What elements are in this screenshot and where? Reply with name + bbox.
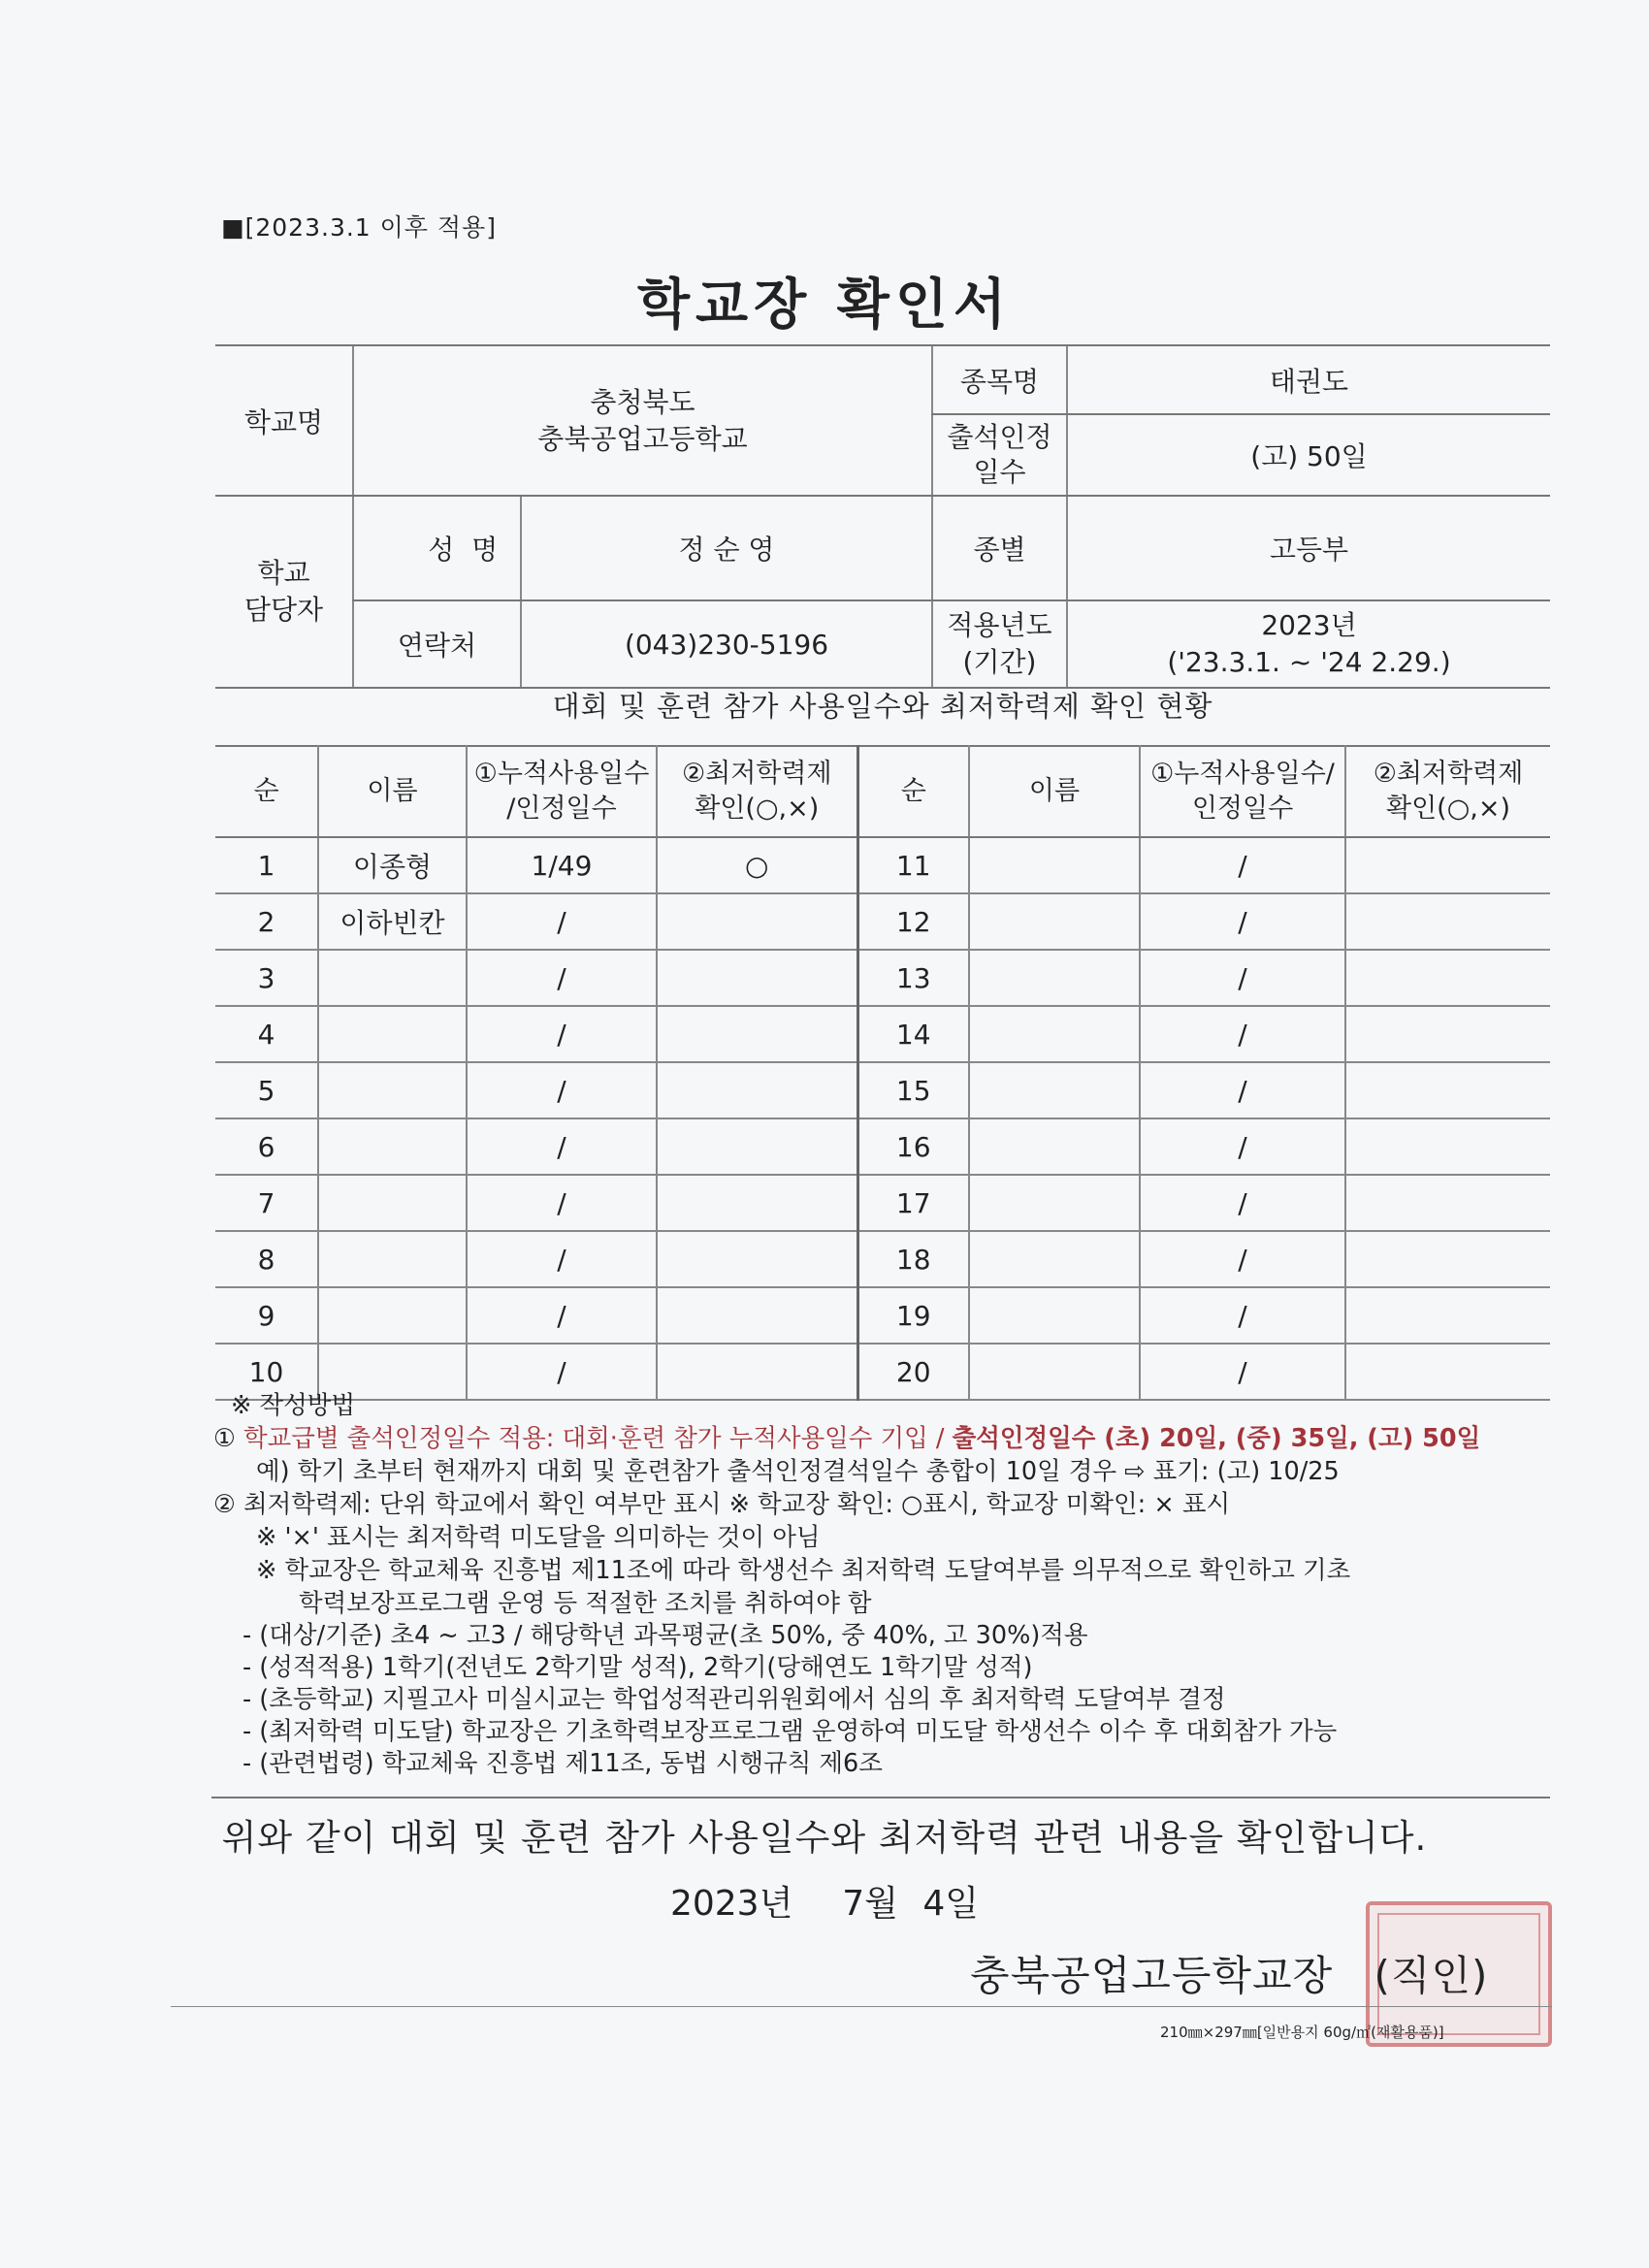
row-check-right — [1345, 1006, 1550, 1062]
info-table — [215, 346, 1550, 689]
row-no-right: 15 — [857, 1062, 969, 1118]
row-days-left: / — [467, 1175, 657, 1231]
document-tag: ■[2023.3.1 이후 적용] — [221, 213, 497, 242]
footer-rule — [171, 2006, 1552, 2007]
header-days-right-2: 인정일수 — [1191, 794, 1294, 824]
note-detail-5: - (관련법령) 학교체육 진흥법 제11조, 동법 시행규칙 제6조 — [242, 1749, 883, 1778]
class-label: 종별 — [973, 534, 1026, 566]
row-no-right: 18 — [857, 1231, 969, 1287]
header-no-right: 순 — [857, 746, 969, 837]
row-no-left: 3 — [215, 950, 318, 1006]
row-name-right — [969, 1062, 1140, 1118]
note-2: ② 최저학력제: 단위 학교에서 확인 여부만 표시 ※ 학교장 확인: ○표시, 학교장 미확인: × 표시 — [213, 1490, 1231, 1519]
seal-label: (직인) — [1374, 1952, 1489, 1999]
attend-label-1: 출석인정 — [947, 421, 1052, 453]
attend-value-cell — [1067, 414, 1550, 496]
class-value: 고등부 — [1269, 534, 1349, 566]
contact-label: 연락처 — [397, 630, 477, 662]
row-no-left: 4 — [215, 1006, 318, 1062]
row-days-right: / — [1140, 1175, 1345, 1231]
row-name-right — [969, 1175, 1140, 1231]
year-label-2: (기간) — [962, 646, 1037, 678]
row-no-right: 12 — [857, 893, 969, 950]
attend-label-2: 일수 — [973, 456, 1026, 488]
table-row — [215, 1287, 1550, 1344]
sport-value: 태권도 — [1269, 365, 1349, 398]
name-value-cell — [521, 496, 932, 600]
header-days-left-2: /인정일수 — [506, 794, 617, 824]
row-days-right: / — [1140, 1287, 1345, 1344]
school-region: 충청북도 — [590, 385, 695, 418]
row-days-left: 1/49 — [467, 837, 657, 893]
note-detail-1: - (대상/기준) 초4 ~ 고3 / 해당학년 과목평균(초 50%, 중 40%, 고 30%)적용 — [242, 1621, 1088, 1650]
row-days-left: / — [467, 1118, 657, 1175]
contact-value-cell — [521, 600, 932, 688]
attend-label-cell — [932, 414, 1067, 496]
row-name-right — [969, 950, 1140, 1006]
row-no-left: 1 — [215, 837, 318, 893]
sport-label-cell — [932, 346, 1067, 414]
row-name-left — [318, 1006, 467, 1062]
table-row — [215, 1175, 1550, 1231]
note-1-text: 학교급별 출석인정일수 적용: 대회·훈련 참가 누적사용일수 기입 / — [242, 1424, 945, 1453]
header-name-left: 이름 — [318, 746, 467, 837]
row-check-right — [1345, 893, 1550, 950]
row-name-left: 이하빈칸 — [318, 893, 467, 950]
header-days-left-1: ①누적사용일수 — [473, 758, 650, 789]
attend-value: (고) 50일 — [1250, 440, 1368, 472]
row-days-left: / — [467, 950, 657, 1006]
row-no-left: 8 — [215, 1231, 318, 1287]
row-check-left — [657, 1062, 857, 1118]
manager-label-cell — [215, 496, 353, 688]
school-label-cell — [215, 346, 353, 496]
row-name-right — [969, 893, 1140, 950]
row-check-right — [1345, 1231, 1550, 1287]
header-name-right: 이름 — [969, 746, 1140, 837]
name-label-cell — [353, 496, 521, 600]
confirm-statement: 위와 같이 대회 및 훈련 참가 사용일수와 최저학력 관련 내용을 확인합니다. — [221, 1817, 1428, 1859]
notes-bottom-rule — [211, 1797, 1550, 1798]
issue-date: 2023년 7월 4일 — [669, 1884, 980, 1924]
row-check-left — [657, 1118, 857, 1175]
row-no-left: 7 — [215, 1175, 318, 1231]
sport-value-cell — [1067, 346, 1550, 414]
table-row — [215, 950, 1550, 1006]
header-days-right — [1140, 746, 1345, 837]
table-row — [215, 893, 1550, 950]
note-1 — [213, 1422, 1571, 1455]
row-days-right: / — [1140, 837, 1345, 893]
row-check-right — [1345, 950, 1550, 1006]
row-check-right — [1345, 1118, 1550, 1175]
row-no-left: 5 — [215, 1062, 318, 1118]
row-days-right: / — [1140, 1344, 1345, 1400]
row-name-left — [318, 1231, 467, 1287]
year-value-1: 2023년 — [1261, 609, 1357, 641]
attendance-header-row — [215, 746, 1550, 837]
table-row — [215, 837, 1550, 893]
row-name-right — [969, 837, 1140, 893]
row-check-left — [657, 1006, 857, 1062]
row-name-left — [318, 1175, 467, 1231]
year-value-cell — [1067, 600, 1550, 688]
manager-label-1: 학교 — [257, 557, 310, 589]
notes-section — [213, 1389, 1571, 1780]
row-no-right: 16 — [857, 1118, 969, 1175]
row-days-right: / — [1140, 1231, 1345, 1287]
row-days-left: / — [467, 1287, 657, 1344]
row-check-left — [657, 950, 857, 1006]
table-row — [215, 1231, 1550, 1287]
row-days-left: / — [467, 1231, 657, 1287]
row-no-left: 10 — [215, 1344, 318, 1400]
row-no-right: 11 — [857, 837, 969, 893]
contact-value: (043)230-5196 — [624, 628, 829, 661]
header-check-left-2: 확인(○,×) — [695, 794, 820, 824]
notes-heading: ※ 작성방법 — [231, 1391, 356, 1420]
header-check-left — [657, 746, 857, 837]
attendance-table — [215, 745, 1550, 1401]
header-check-left-1: ②최저학력제 — [681, 758, 832, 789]
row-no-right: 14 — [857, 1006, 969, 1062]
row-name-left — [318, 950, 467, 1006]
row-days-right: / — [1140, 1062, 1345, 1118]
year-label-cell — [932, 600, 1067, 688]
note-detail-2: - (성적적용) 1학기(전년도 2학기말 성적), 2학기(당해연도 1학기말 성적) — [242, 1653, 1033, 1682]
row-check-left — [657, 1175, 857, 1231]
row-check-left — [657, 1231, 857, 1287]
row-days-left: / — [467, 1062, 657, 1118]
row-days-left: / — [467, 1344, 657, 1400]
page-title: 학교장 확인서 — [636, 274, 1013, 337]
sport-label: 종목명 — [959, 365, 1040, 398]
row-days-right: / — [1140, 893, 1345, 950]
row-name-left: 이종형 — [318, 837, 467, 893]
principal-signature — [970, 1944, 1488, 2002]
note-detail-4: - (최저학력 미도달) 학교장은 기초학력보장프로그램 운영하여 미도달 학생선수 이수 후 대회참가 가능 — [242, 1717, 1338, 1746]
row-check-right — [1345, 1287, 1550, 1344]
row-name-left — [318, 1062, 467, 1118]
table-row — [215, 1006, 1550, 1062]
table-row — [215, 1118, 1550, 1175]
row-no-right: 13 — [857, 950, 969, 1006]
row-days-right: / — [1140, 1006, 1345, 1062]
manager-label-2: 담당자 — [243, 594, 324, 626]
note-1-bold: 출석인정일수 (초) 20일, (중) 35일, (고) 50일 — [952, 1424, 1481, 1453]
header-no-left: 순 — [215, 746, 318, 837]
table-row — [215, 1062, 1550, 1118]
row-no-left: 2 — [215, 893, 318, 950]
row-no-right: 17 — [857, 1175, 969, 1231]
row-check-left: ○ — [657, 837, 857, 893]
year-label-1: 적용년도 — [947, 609, 1052, 641]
row-name-right — [969, 1287, 1140, 1344]
paper-spec: 210㎜×297㎜[일반용지 60g/㎡(재활용품)] — [1160, 2024, 1444, 2041]
row-name-right — [969, 1006, 1140, 1062]
header-days-left — [467, 746, 657, 837]
row-days-left: / — [467, 893, 657, 950]
row-check-left — [657, 893, 857, 950]
row-name-left — [318, 1287, 467, 1344]
principal-name: 충북공업고등학교장 — [970, 1952, 1334, 1999]
year-value-2: ('23.3.1. ~ '24 2.29.) — [1167, 646, 1451, 678]
class-label-cell — [932, 496, 1067, 600]
note-2-sub2b: 학력보장프로그램 운영 등 적절한 조치를 취하여야 함 — [299, 1589, 872, 1618]
row-no-right: 20 — [857, 1344, 969, 1400]
row-check-right — [1345, 1062, 1550, 1118]
note-2-sub2a: ※ 학교장은 학교체육 진흥법 제11조에 따라 학생선수 최저학력 도달여부를 의무적으로 확인하고 기초 — [256, 1556, 1351, 1585]
row-check-right — [1345, 837, 1550, 893]
row-days-right: / — [1140, 950, 1345, 1006]
header-check-right-1: ②최저학력제 — [1373, 758, 1524, 789]
class-value-cell — [1067, 496, 1550, 600]
name-value: 정 순 영 — [678, 534, 775, 566]
school-label: 학교명 — [243, 405, 324, 438]
row-name-right — [969, 1118, 1140, 1175]
header-check-right — [1345, 746, 1550, 837]
row-no-left: 6 — [215, 1118, 318, 1175]
header-days-right-1: ①누적사용일수/ — [1150, 758, 1335, 789]
header-check-right-2: 확인(○,×) — [1386, 794, 1510, 824]
name-label: 성 명 — [428, 534, 499, 566]
row-no-right: 19 — [857, 1287, 969, 1344]
row-name-left — [318, 1118, 467, 1175]
section-title: 대회 및 훈련 참가 사용일수와 최저학력제 확인 현황 — [552, 690, 1213, 723]
note-detail-3: - (초등학교) 지필고사 미실시교는 학업성적관리위원회에서 심의 후 최저학력 도달여부 결정 — [242, 1685, 1226, 1714]
row-days-right: / — [1140, 1118, 1345, 1175]
row-days-left: / — [467, 1006, 657, 1062]
school-name: 충북공업고등학교 — [537, 422, 748, 455]
row-no-left: 9 — [215, 1287, 318, 1344]
row-check-right — [1345, 1175, 1550, 1231]
note-2-sub1: ※ '×' 표시는 최저학력 미도달을 의미하는 것이 아님 — [256, 1523, 821, 1552]
row-name-right — [969, 1231, 1140, 1287]
contact-label-cell — [353, 600, 521, 688]
school-value-cell — [353, 346, 932, 496]
note-1-example: 예) 학기 초부터 현재까지 대회 및 훈련참가 출석인정결석일수 총합이 10일 경우 ⇨ 표기: (고) 10/25 — [256, 1457, 1340, 1486]
note-1-mark: ① — [213, 1424, 236, 1453]
row-check-left — [657, 1287, 857, 1344]
